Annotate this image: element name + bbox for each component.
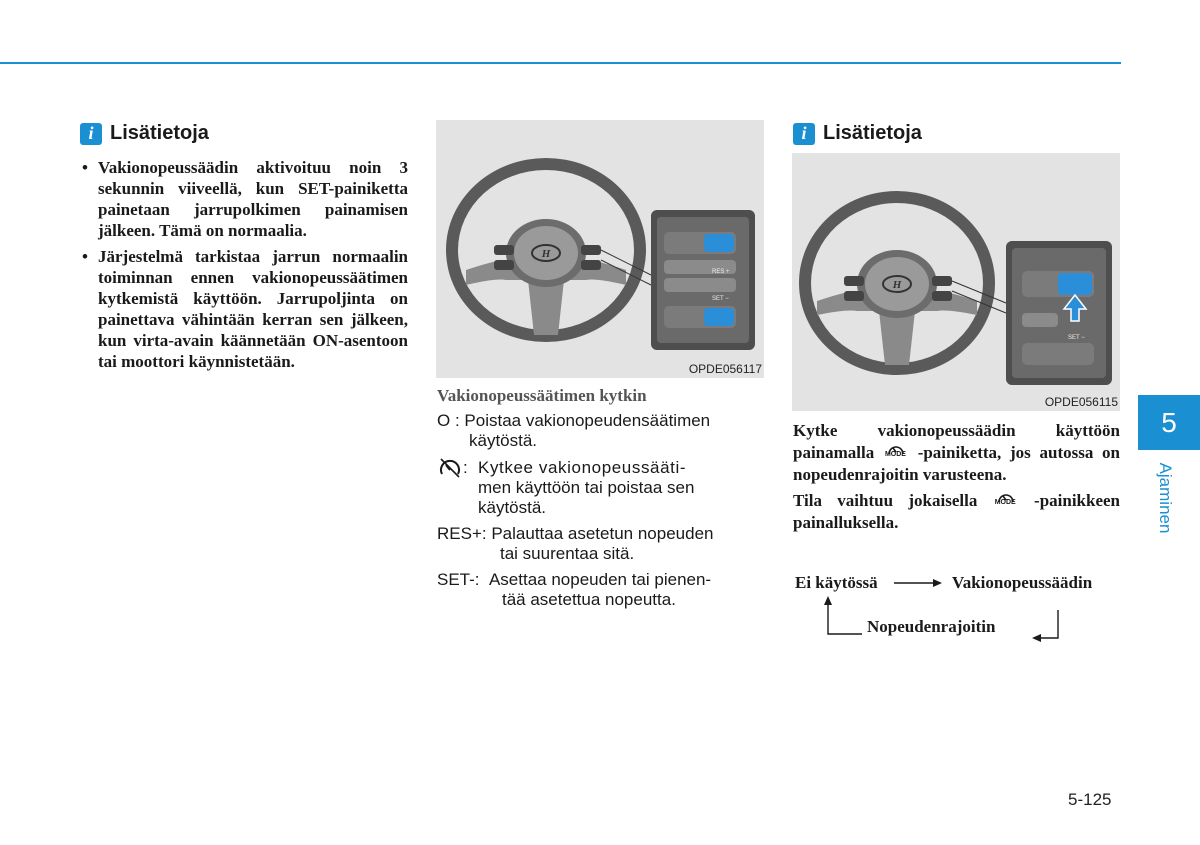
info-bullet: • Vakionopeussäädin aktivoituu noin 3 sekunnin viiveellä, kun SET-painiketta painetaan jarrupolkimen painamisen jälkeen. Tämä on normaalia. [80, 157, 408, 241]
svg-text:H: H [892, 279, 902, 291]
mode-label: MODE [994, 499, 1016, 506]
def-desc: men käyttöön tai poistaa sen [478, 478, 695, 497]
def-item [437, 524, 767, 564]
mode-label: MODE [884, 451, 906, 458]
info-title: Lisätietoja [110, 122, 209, 144]
def-term: RES+: [437, 524, 487, 543]
def-desc: Kytkee vakionopeussääti- [478, 458, 687, 477]
flow-state-off: Ei käytössä [795, 573, 878, 592]
para-text: -painikkeen painalluksella. [793, 491, 1121, 532]
info-icon: i [80, 123, 102, 145]
res-plus-label: RES + [712, 269, 730, 275]
para-text: Tila vaihtuu jokaisella [793, 491, 978, 510]
mode-toggle-paragraph [793, 490, 1120, 534]
svg-text:H: H [541, 248, 551, 260]
set-minus-label: SET − [712, 296, 729, 302]
para-text: -painiketta, jos autossa on nopeudenrajoitin varusteena. [793, 443, 1121, 484]
def-item [437, 570, 767, 610]
info-heading-right [793, 122, 922, 145]
flow-arrows [790, 570, 1080, 645]
def-desc: tai suurentaa sitä. [500, 544, 635, 563]
def-desc: tää asetettua nopeutta. [502, 590, 676, 609]
info-title: Lisätietoja [823, 122, 922, 144]
chapter-label: Ajaminen [1156, 462, 1175, 534]
def-term: SET-: [437, 570, 480, 589]
mode-paragraph [793, 420, 1120, 486]
figure-code: OPDE056117 [688, 362, 762, 376]
figure-code: OPDE056115 [1044, 395, 1118, 409]
steering-wheel-mode-figure [792, 153, 1120, 411]
cruise-mode-icon [437, 458, 472, 478]
def-term: : [463, 458, 468, 477]
def-desc: Palauttaa asetetun nopeuden [491, 524, 714, 543]
mode-button-icon [883, 442, 909, 464]
header-rule [0, 62, 1121, 64]
info-bullet-list [80, 157, 408, 377]
steering-wheel-illustration [436, 120, 764, 378]
steering-wheel-illustration [792, 153, 1120, 411]
flow-state-limiter: Nopeudenrajoitin [867, 617, 996, 636]
def-term: O : [437, 411, 460, 430]
page-number: 5-125 [1068, 790, 1112, 809]
switch-subheading: Vakionopeussäätimen kytkin [437, 386, 647, 405]
steering-wheel-figure [436, 120, 764, 378]
def-desc: käytöstä. [478, 498, 547, 517]
flow-state-cruise: Vakionopeussäädin [952, 573, 1093, 592]
set-minus-label: SET − [1068, 335, 1085, 341]
def-item [437, 411, 767, 451]
info-heading-left [80, 122, 209, 145]
info-bullet: • Järjestelmä tarkistaa jarrun normaalin toiminnan ennen vakionopeussäätimen kytkemistä käyttöön. Jarrupoljinta on painettava vähintään kerran sen jälkeen, kun virta-avain käännetään ON-asentoon tai moottori käynnistetään. [80, 246, 408, 372]
def-desc: Poistaa vakionopeudensäätimen [464, 411, 711, 430]
mode-button-icon [993, 490, 1019, 512]
chapter-tab: 5 [1138, 395, 1200, 450]
def-desc: käytöstä. [469, 431, 538, 450]
para-text: Kytke vakionopeussäädin käyttöön painamalla [793, 421, 1120, 462]
def-item [437, 458, 767, 518]
def-desc: Asettaa nopeuden tai pienen- [488, 570, 712, 589]
info-icon: i [793, 123, 815, 145]
